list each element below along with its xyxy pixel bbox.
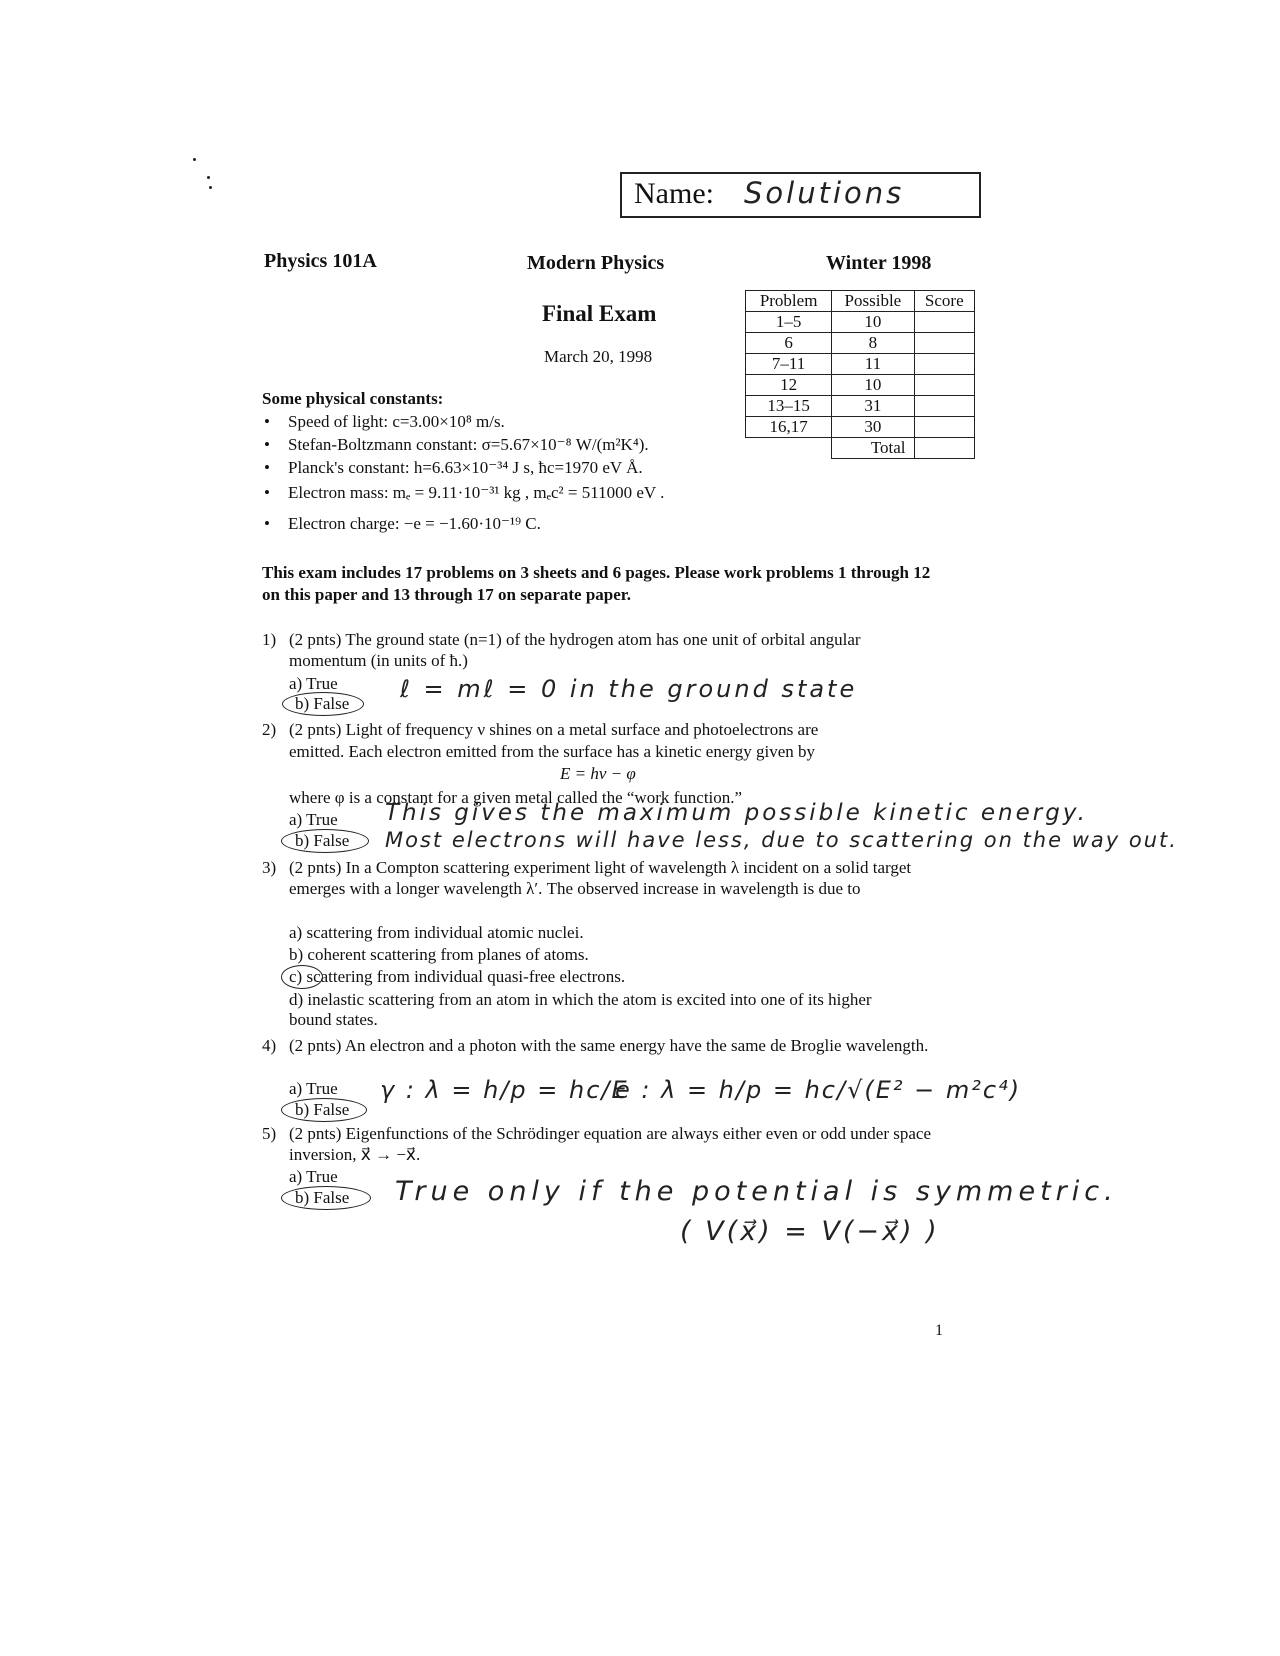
- problem-cell: 12: [746, 375, 832, 396]
- problem-2-equation: E = hν − φ: [560, 764, 636, 783]
- name-value: Solutions: [744, 176, 905, 210]
- option-label: b) False: [295, 694, 350, 713]
- problem-number: 1): [262, 630, 277, 649]
- col-possible: Possible: [832, 291, 914, 312]
- score-cell[interactable]: [914, 312, 974, 333]
- problem-cell: 1–5: [746, 312, 832, 333]
- table-total-row: [746, 438, 975, 459]
- handwritten-note: ℓ = mℓ = 0 in the ground state: [400, 675, 858, 703]
- total-label: Total: [832, 438, 914, 459]
- table-row: [746, 396, 975, 417]
- term-title: Winter 1998: [826, 252, 932, 274]
- problem-4-text: (2 pnts) An electron and a photon with the same energy have the same de Broglie wavelength.: [289, 1036, 929, 1055]
- list-item: • Electron charge: −e = −1.60·10⁻¹⁹ C.: [262, 512, 762, 535]
- problem-number: 4): [262, 1036, 277, 1055]
- problem-5-option-a: a) True: [289, 1167, 338, 1186]
- col-problem: Problem: [746, 291, 832, 312]
- score-cell[interactable]: [914, 417, 974, 438]
- problem-1-option-a: a) True: [289, 674, 338, 693]
- option-label: b) False: [295, 1188, 350, 1207]
- answer-circle: [281, 829, 369, 853]
- problem-3-option-a: a) scattering from individual atomic nuclei.: [289, 923, 584, 942]
- problem-3-option-d: d) inelastic scattering from an atom in which the atom is excited into one of its higher bound states.: [289, 990, 872, 1029]
- handwritten-note: Most electrons will have less, due to scattering on the way out.: [385, 828, 1178, 852]
- answer-circle: [281, 1186, 371, 1210]
- constants-list: [262, 410, 762, 535]
- table-row: [746, 354, 975, 375]
- possible-cell: 10: [832, 312, 914, 333]
- problem-2-text-line2: emitted. Each electron emitted from the surface has a kinetic energy given by: [289, 742, 816, 761]
- option-label: b) False: [295, 831, 350, 850]
- course-title: Physics 101A: [264, 250, 377, 272]
- problem-cell: 6: [746, 333, 832, 354]
- problem-3-option-c: c) scattering from individual quasi-free electrons.: [289, 967, 626, 986]
- answer-circle: [282, 692, 364, 716]
- handwritten-note: This gives the maximum possible kinetic energy.: [385, 800, 1088, 826]
- list-item: • Speed of light: c=3.00×10⁸ m/s.: [262, 410, 762, 433]
- page-number: 1: [935, 1322, 943, 1339]
- exam-title: Final Exam: [542, 301, 657, 326]
- score-cell[interactable]: [914, 333, 974, 354]
- exam-date: March 20, 1998: [544, 347, 653, 366]
- list-item: • Planck's constant: h=6.63×10⁻³⁴ J s, ħc=1970 eV Å.: [262, 456, 762, 479]
- handwritten-electron-formula: e : λ = h/p = hc/√(E² − m²c⁴): [615, 1076, 1022, 1104]
- handwritten-photon-formula: γ : λ = h/p = hc/E: [380, 1076, 629, 1104]
- list-item: • Electron mass: mₑ = 9.11·10⁻³¹ kg , mₑc² = 511000 eV .: [262, 481, 762, 504]
- problem-2-text-after: where φ is a constant for a given metal called the “work function.”: [289, 788, 743, 807]
- score-cell[interactable]: [914, 354, 974, 375]
- scan-mark: [209, 186, 212, 189]
- problem-number: 3): [262, 858, 277, 877]
- table-row: [746, 417, 975, 438]
- possible-cell: 10: [832, 375, 914, 396]
- answer-circle: [281, 965, 323, 989]
- scan-mark: [193, 158, 196, 161]
- problem-cell: 7–11: [746, 354, 832, 375]
- option-label: b) False: [295, 1100, 350, 1119]
- total-score-cell[interactable]: [914, 438, 974, 459]
- list-item: • Stefan-Boltzmann constant: σ=5.67×10⁻⁸ W/(m²K⁴).: [262, 433, 762, 456]
- problem-4-option-a: a) True: [289, 1079, 338, 1098]
- possible-cell: 11: [832, 354, 914, 375]
- problem-number: 5): [262, 1124, 277, 1143]
- score-table-header: [746, 291, 975, 312]
- answer-circle: [281, 1098, 367, 1122]
- name-label: Name:: [634, 177, 714, 210]
- problem-2-option-a: a) True: [289, 810, 338, 829]
- problem-5-text: (2 pnts) Eigenfunctions of the Schrödinger equation are always either even or odd under space inversion, x⃗ → −x⃗.: [289, 1124, 932, 1164]
- possible-cell: 30: [832, 417, 914, 438]
- problem-number: 2): [262, 720, 277, 739]
- problem-3-text: (2 pnts) In a Compton scattering experiment light of wavelength λ incident on a solid target emerges with a longer wavelength λ′. The observed increase in wavelength is due to: [289, 858, 912, 898]
- table-row: [746, 312, 975, 333]
- problem-3-option-b: b) coherent scattering from planes of atoms.: [289, 945, 589, 964]
- problem-1-text: (2 pnts) The ground state (n=1) of the hydrogen atom has one unit of orbital angular momentum (in units of ħ.): [289, 630, 861, 670]
- constants-heading: Some physical constants:: [262, 389, 444, 408]
- table-row: [746, 333, 975, 354]
- handwritten-note: ( V(x⃗) = V(−x⃗) ): [680, 1216, 940, 1247]
- handwritten-note: True only if the potential is symmetric.: [395, 1176, 1118, 1207]
- possible-cell: 31: [832, 396, 914, 417]
- score-table: [745, 290, 975, 459]
- scan-mark: [207, 176, 210, 179]
- instructions: This exam includes 17 problems on 3 sheets and 6 pages. Please work problems 1 through 12 on this paper and 13 through 17 on separate paper.: [262, 563, 931, 604]
- problem-cell: 16,17: [746, 417, 832, 438]
- name-box: [620, 172, 981, 218]
- score-cell[interactable]: [914, 396, 974, 417]
- problem-2-text-line1: (2 pnts) Light of frequency ν shines on a metal surface and photoelectrons are: [289, 720, 819, 739]
- table-row: [746, 375, 975, 396]
- score-cell[interactable]: [914, 375, 974, 396]
- col-score: Score: [914, 291, 974, 312]
- possible-cell: 8: [832, 333, 914, 354]
- subject-title: Modern Physics: [527, 252, 665, 274]
- problem-cell: 13–15: [746, 396, 832, 417]
